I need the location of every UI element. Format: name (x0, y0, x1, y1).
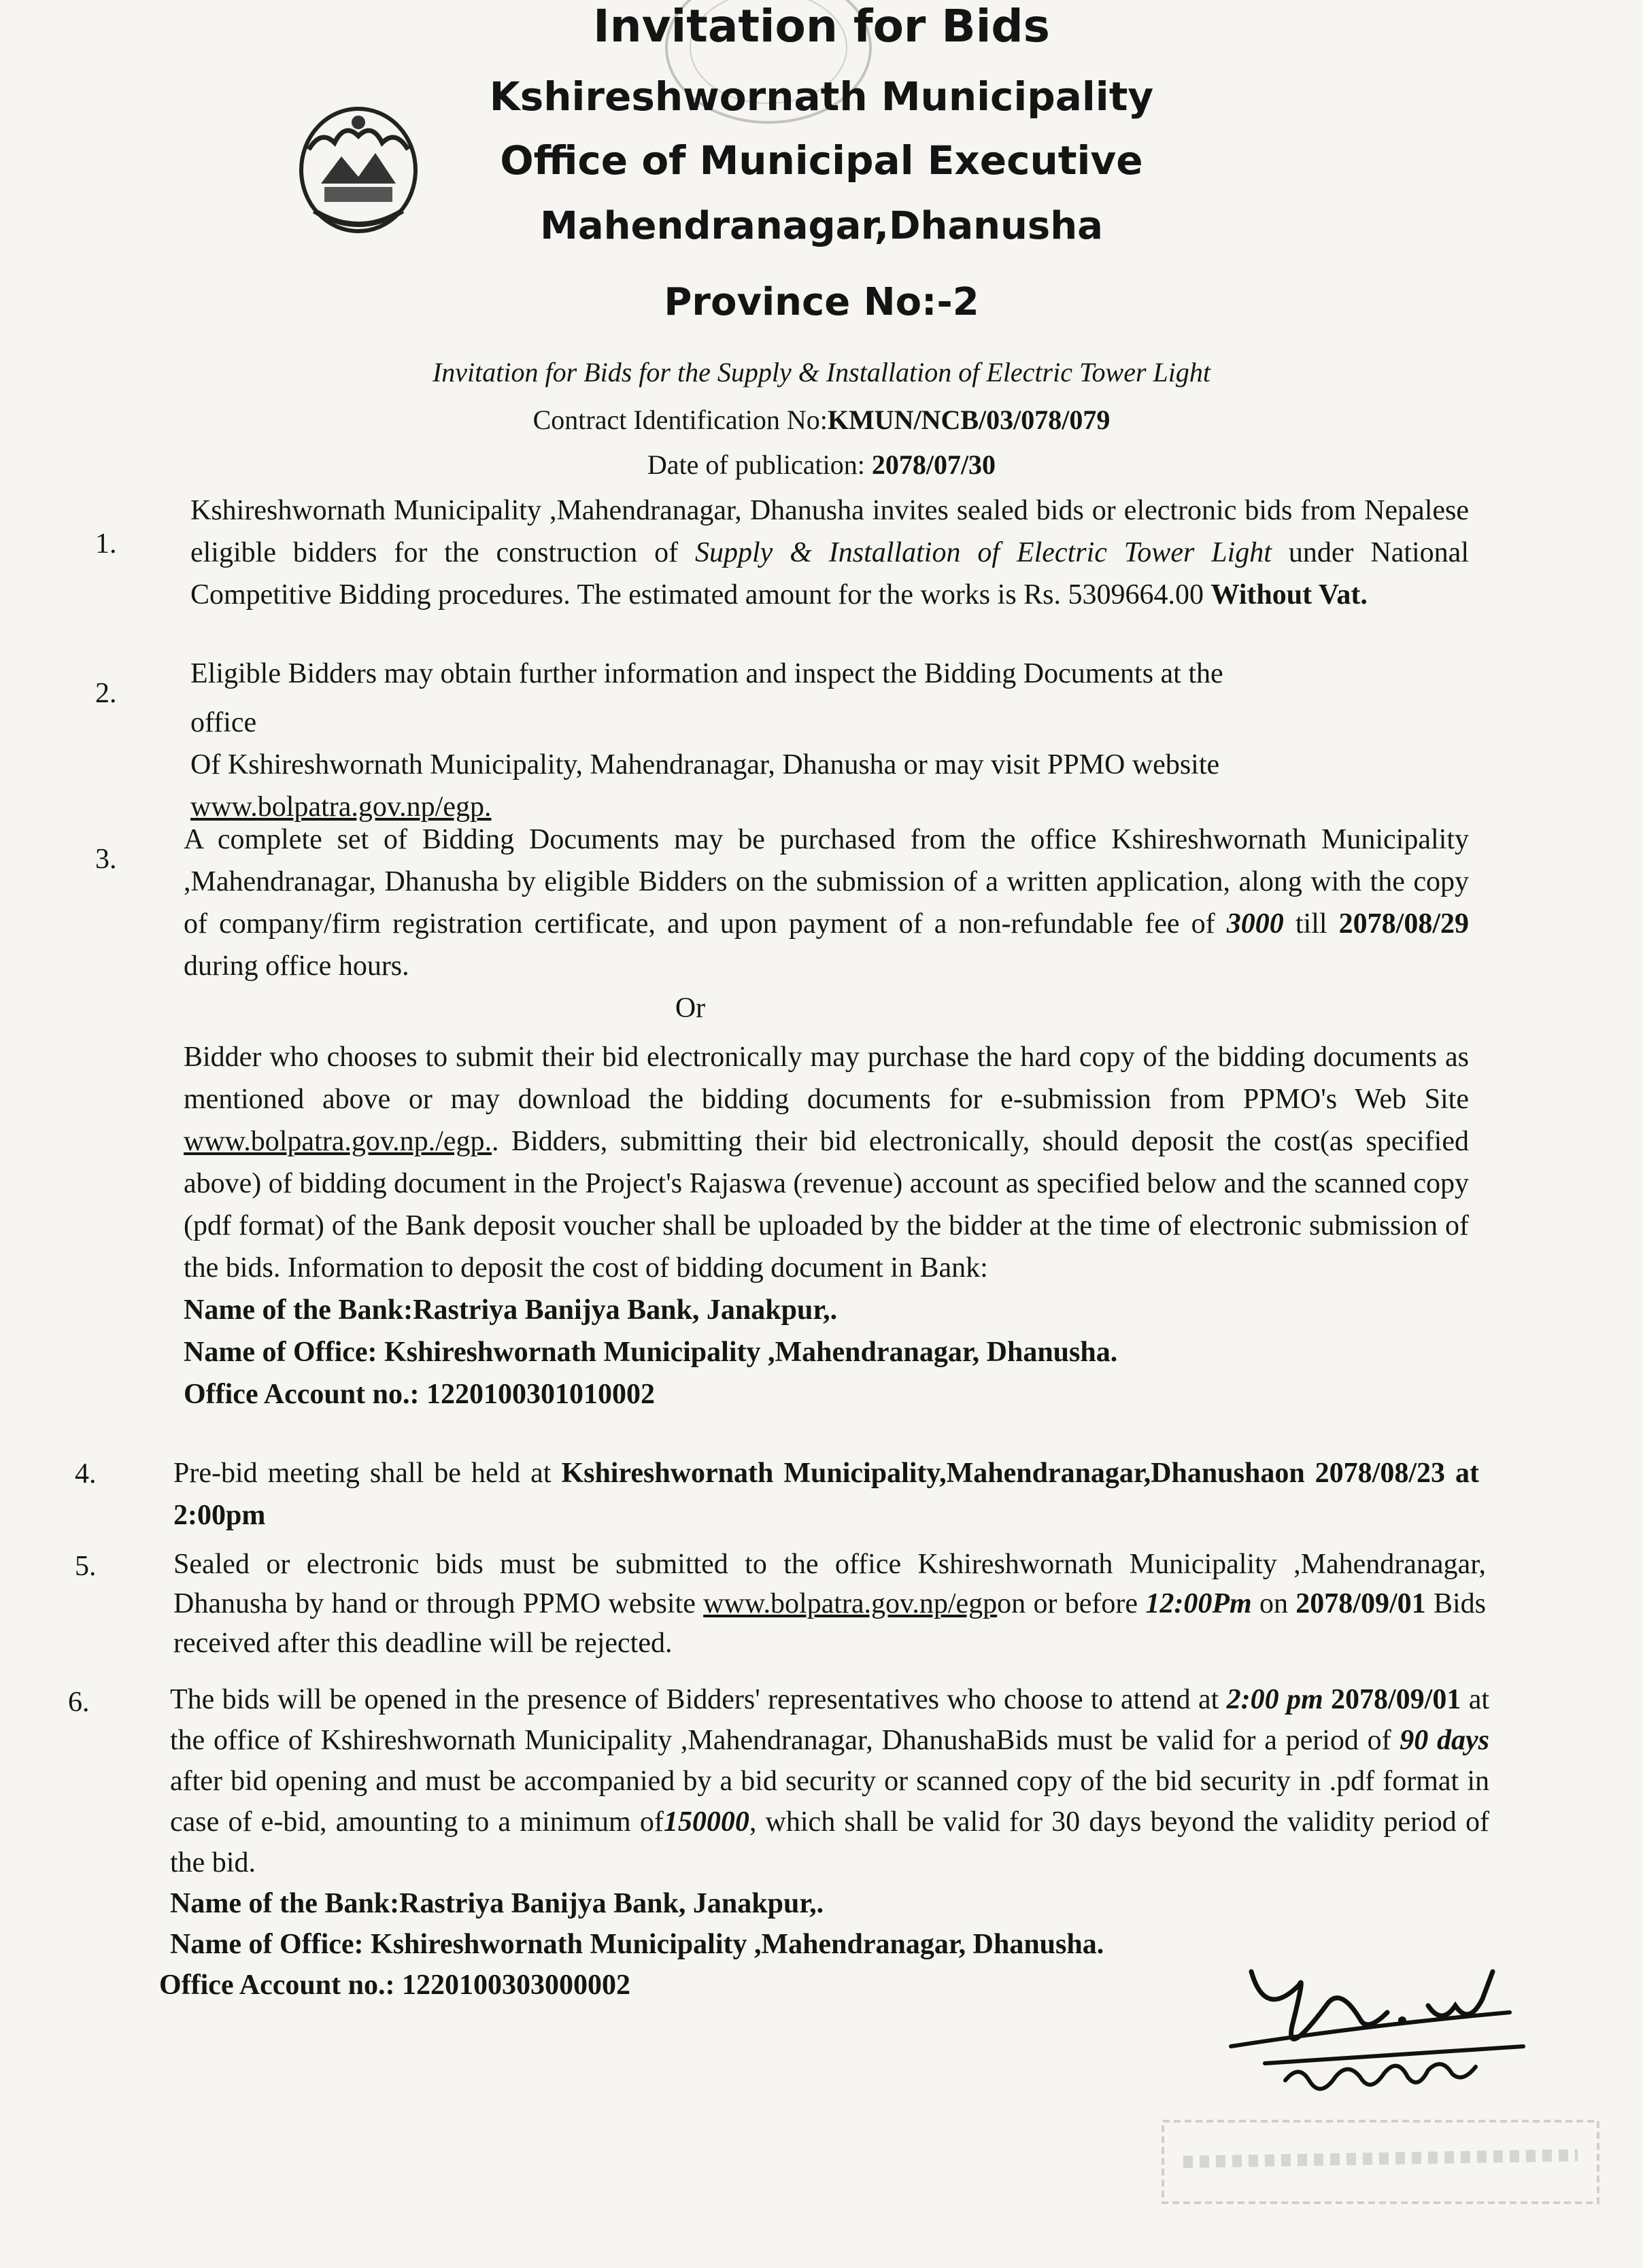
or-separator: Or (675, 993, 706, 1024)
item-number: 3. (95, 844, 117, 875)
office-name-bank: Name of Office: Kshireshwornath Municipality ,Mahendranagar, Dhanusha. (170, 1929, 1104, 1960)
invitation-subtitle: Invitation for Bids for the Supply & Installation of Electric Tower Light (432, 357, 1211, 388)
item-3-text: A complete set of Bidding Documents may be purchased from the office Kshireshwornath Municipality ,Mahendranagar, Dhanusha by eligible Bidders on the submission of a written application, along with the copy of company/firm registration certificate, and upon payment of a non-refundable fee of 3000 till 2078/08/29 during office hours. Or Bidder who chooses to submit their bid electronically may purchase the hard copy of the bidding documents as mentioned above or may download the bidding documents for e-submission from PPMO's Web Site www.bolpatra.gov.np./egp.. Bidders, submitting their bid electronically, should deposit the cost(as specified above) of bidding document in the Project's Rajaswa (revenue) account as specified below and the scanned copy (pdf format) of the Bank deposit voucher shall be uploaded by the bidder at the time of electronic submission of the bids. Information to deposit the cost of bidding document in Bank: Name of the Bank:Rastriya Banijya Bank, Janakpur,. Name of Office: Kshireshwornath Municipality ,Mahendranagar, Dhanusha. Office Account no.: 1220100301010002 (184, 819, 1469, 1415)
item-5-text: Sealed or electronic bids must be submitted to the office Kshireshwornath Municipality ,Mahendranagar, Dhanusha by hand or through PPMO website www.bolpatra.gov.np/egpon or before 12:00Pm on 2078/09/01 Bids received after this deadline will be rejected. (173, 1549, 1486, 1659)
contract-identification (0, 404, 1643, 436)
date-value: 2078/07/30 (871, 449, 996, 480)
item-number: 6. (68, 1687, 90, 1718)
municipality-name: Kshireshwornath Municipality (489, 73, 1154, 120)
office-account-number: Office Account no.: 1220100301010002 (184, 1379, 655, 1410)
item-number: 5. (75, 1551, 97, 1582)
ppmo-website-link[interactable]: www.bolpatra.gov.np/egp (703, 1588, 998, 1619)
office-account-number: Office Account no.: 1220100303000002 (159, 1970, 630, 2001)
publication-date (0, 449, 1643, 481)
bank-name: Name of the Bank:Rastriya Banijya Bank, Janakpur,. (184, 1294, 838, 1326)
item-1-text: Kshireshwornath Municipality ,Mahendranagar, Dhanusha invites sealed bids or electronic bids from Nepalese eligible bidders for the construction of Supply & Installation of Electric Tower Light under National Competitive Bidding procedures. The estimated amount for the works is Rs. 5309664.00 Without Vat. (190, 495, 1469, 611)
handwritten-signature (1224, 1944, 1605, 2108)
office-name-bank: Name of Office: Kshireshwornath Municipality ,Mahendranagar, Dhanusha. (184, 1337, 1118, 1368)
page-title: Invitation for Bids (593, 0, 1050, 52)
bank-name: Name of the Bank:Rastriya Banijya Bank, Janakpur,. (170, 1888, 824, 1919)
item-4-text: Pre-bid meeting shall be held at Kshireshwornath Municipality,Mahendranagar,Dhanushaon 2078/08/23 at 2:00pm (173, 1458, 1479, 1531)
office-location: Mahendranagar,Dhanusha (540, 204, 1103, 248)
ppmo-website-link[interactable]: www.bolpatra.gov.np./egp. (184, 1126, 492, 1157)
item-number: 2. (95, 678, 117, 709)
date-label: Date of publication: (647, 449, 865, 480)
province-label: Province No:-2 (664, 280, 979, 324)
contract-label: Contract Identification No: (532, 405, 828, 435)
office-name: Office of Municipal Executive (500, 137, 1143, 184)
item-number: 4. (75, 1458, 97, 1490)
item-number: 1. (95, 528, 117, 560)
contract-number: KMUN/NCB/03/078/079 (827, 405, 1111, 435)
item-2-text: Eligible Bidders may obtain further information and inspect the Bidding Documents at the office Of Kshireshwornath Municipality, Mahendranagar, Dhanusha or may visit PPMO website www.bolpatra.gov.np/egp. (190, 653, 1469, 828)
item-6-text: The bids will be opened in the presence of Bidders' representatives who choose to attend at 2:00 pm 2078/09/01 at the office of Kshireshwornath Municipality ,Mahendranagar, DhanushaBids must be valid for a period of 90 days after bid opening and must be accompanied by a bid security or scanned copy of the bid security in .pdf format in case of e-bid, amounting to a minimum of150000, which shall be valid for 30 days beyond the validity period of the bid. Name of the Bank:Rastriya Banijya Bank, Janakpur,. Name of Office: Kshireshwornath Municipality ,Mahendranagar, Dhanusha. Office Account no.: 1220100303000002 (170, 1679, 1489, 2006)
ppmo-website-link[interactable]: www.bolpatra.gov.np/egp. (190, 791, 492, 823)
administrative-stamp (1156, 2108, 1605, 2216)
